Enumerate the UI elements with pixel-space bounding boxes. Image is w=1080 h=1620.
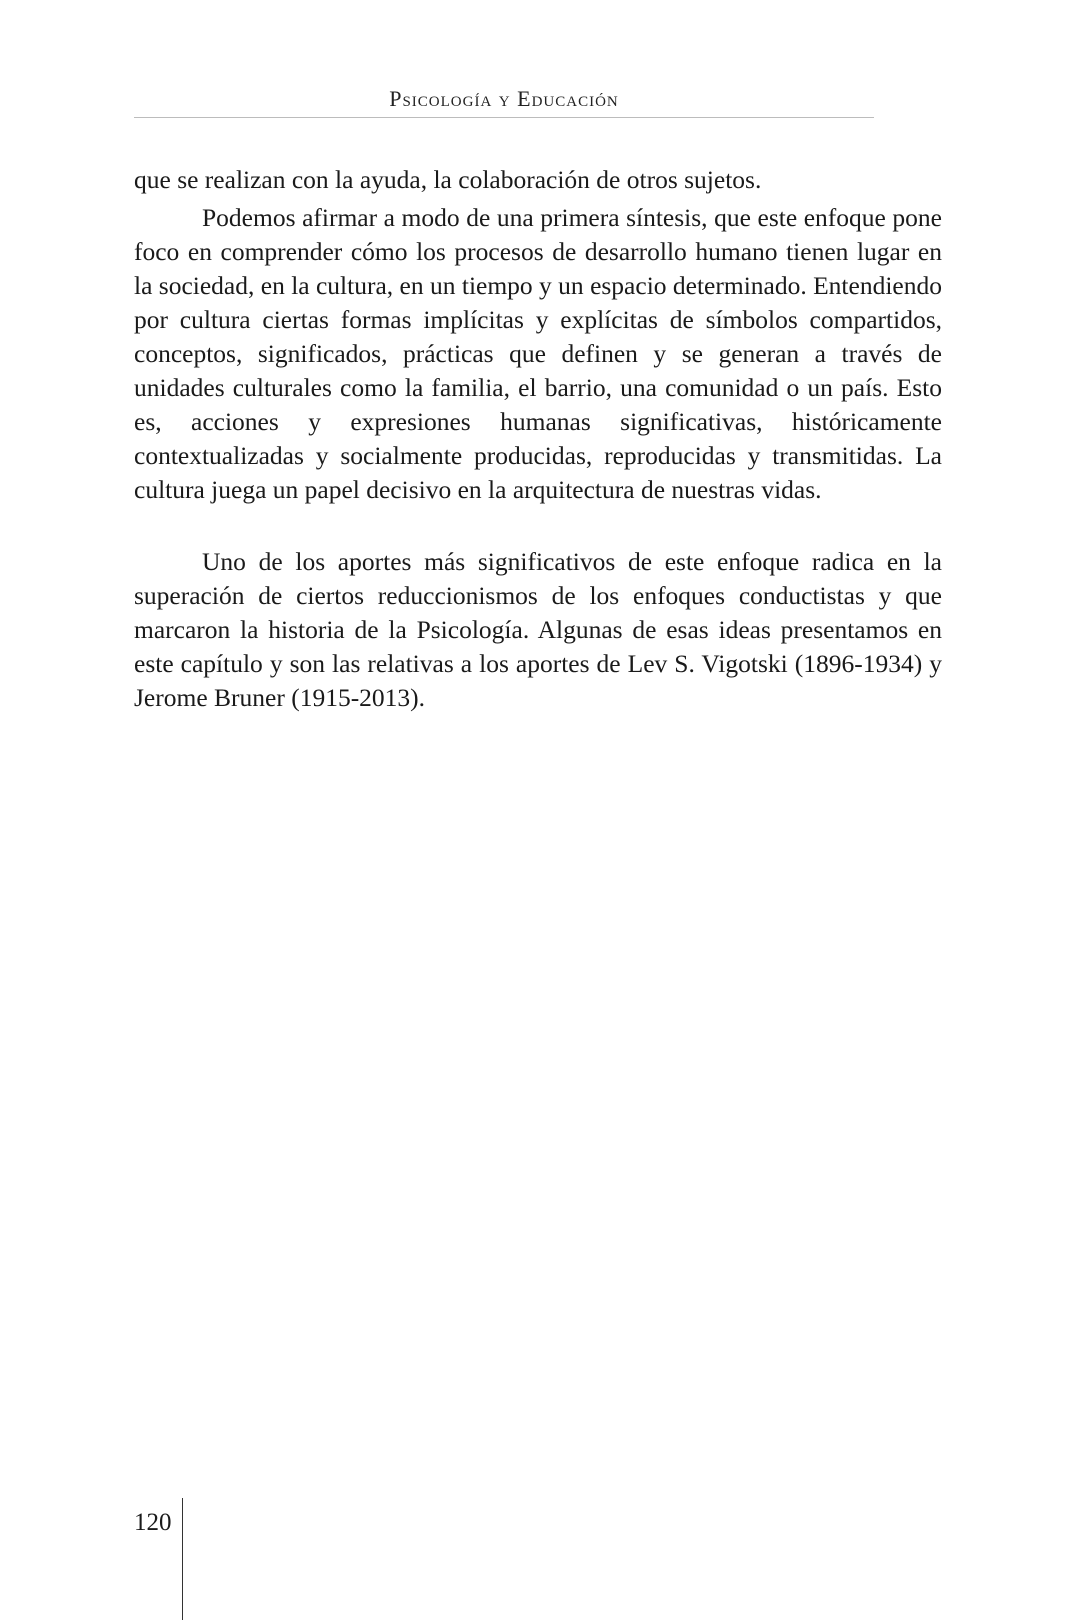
body-text	[134, 163, 942, 715]
page-number: 120	[134, 1509, 172, 1536]
paragraph-synthesis: Podemos afirmar a modo de una primera síntesis, que este enfoque pone foco en comprender cómo los procesos de desarrollo humano tienen lugar en la sociedad, en la cultura, en un tiempo y un espacio determinado. Entendiendo por cultura ciertas formas implícitas y explícitas de símbolos compartidos, conceptos, significados, prácticas que definen y se generan a través de unidades culturales como la familia, el barrio, una comunidad o un país. Esto es, acciones y expresiones humanas significativas, históricamente contextualizadas y socialmente producidas, reproducidas y transmitidas. La cultura juega un papel decisivo en la arquitectura de nuestras vidas.	[134, 203, 942, 504]
header-divider	[134, 117, 874, 118]
page-number-divider	[182, 1498, 183, 1620]
paragraph-contributions: Uno de los aportes más significativos de este enfoque radica en la superación de ciertos reduccionismos de los enfoques conductistas y que marcaron la historia de la Psicología. Algunas de esas ideas presentamos en este capítulo y son las relativas a los aportes de Lev S. Vigotski (1896-1934) y Jerome Bruner (1915-2013).	[134, 547, 942, 712]
paragraph-continuation: que se realizan con la ayuda, la colaboración de otros sujetos.	[134, 165, 762, 194]
running-header-title: Psicología y Educación	[389, 86, 619, 111]
